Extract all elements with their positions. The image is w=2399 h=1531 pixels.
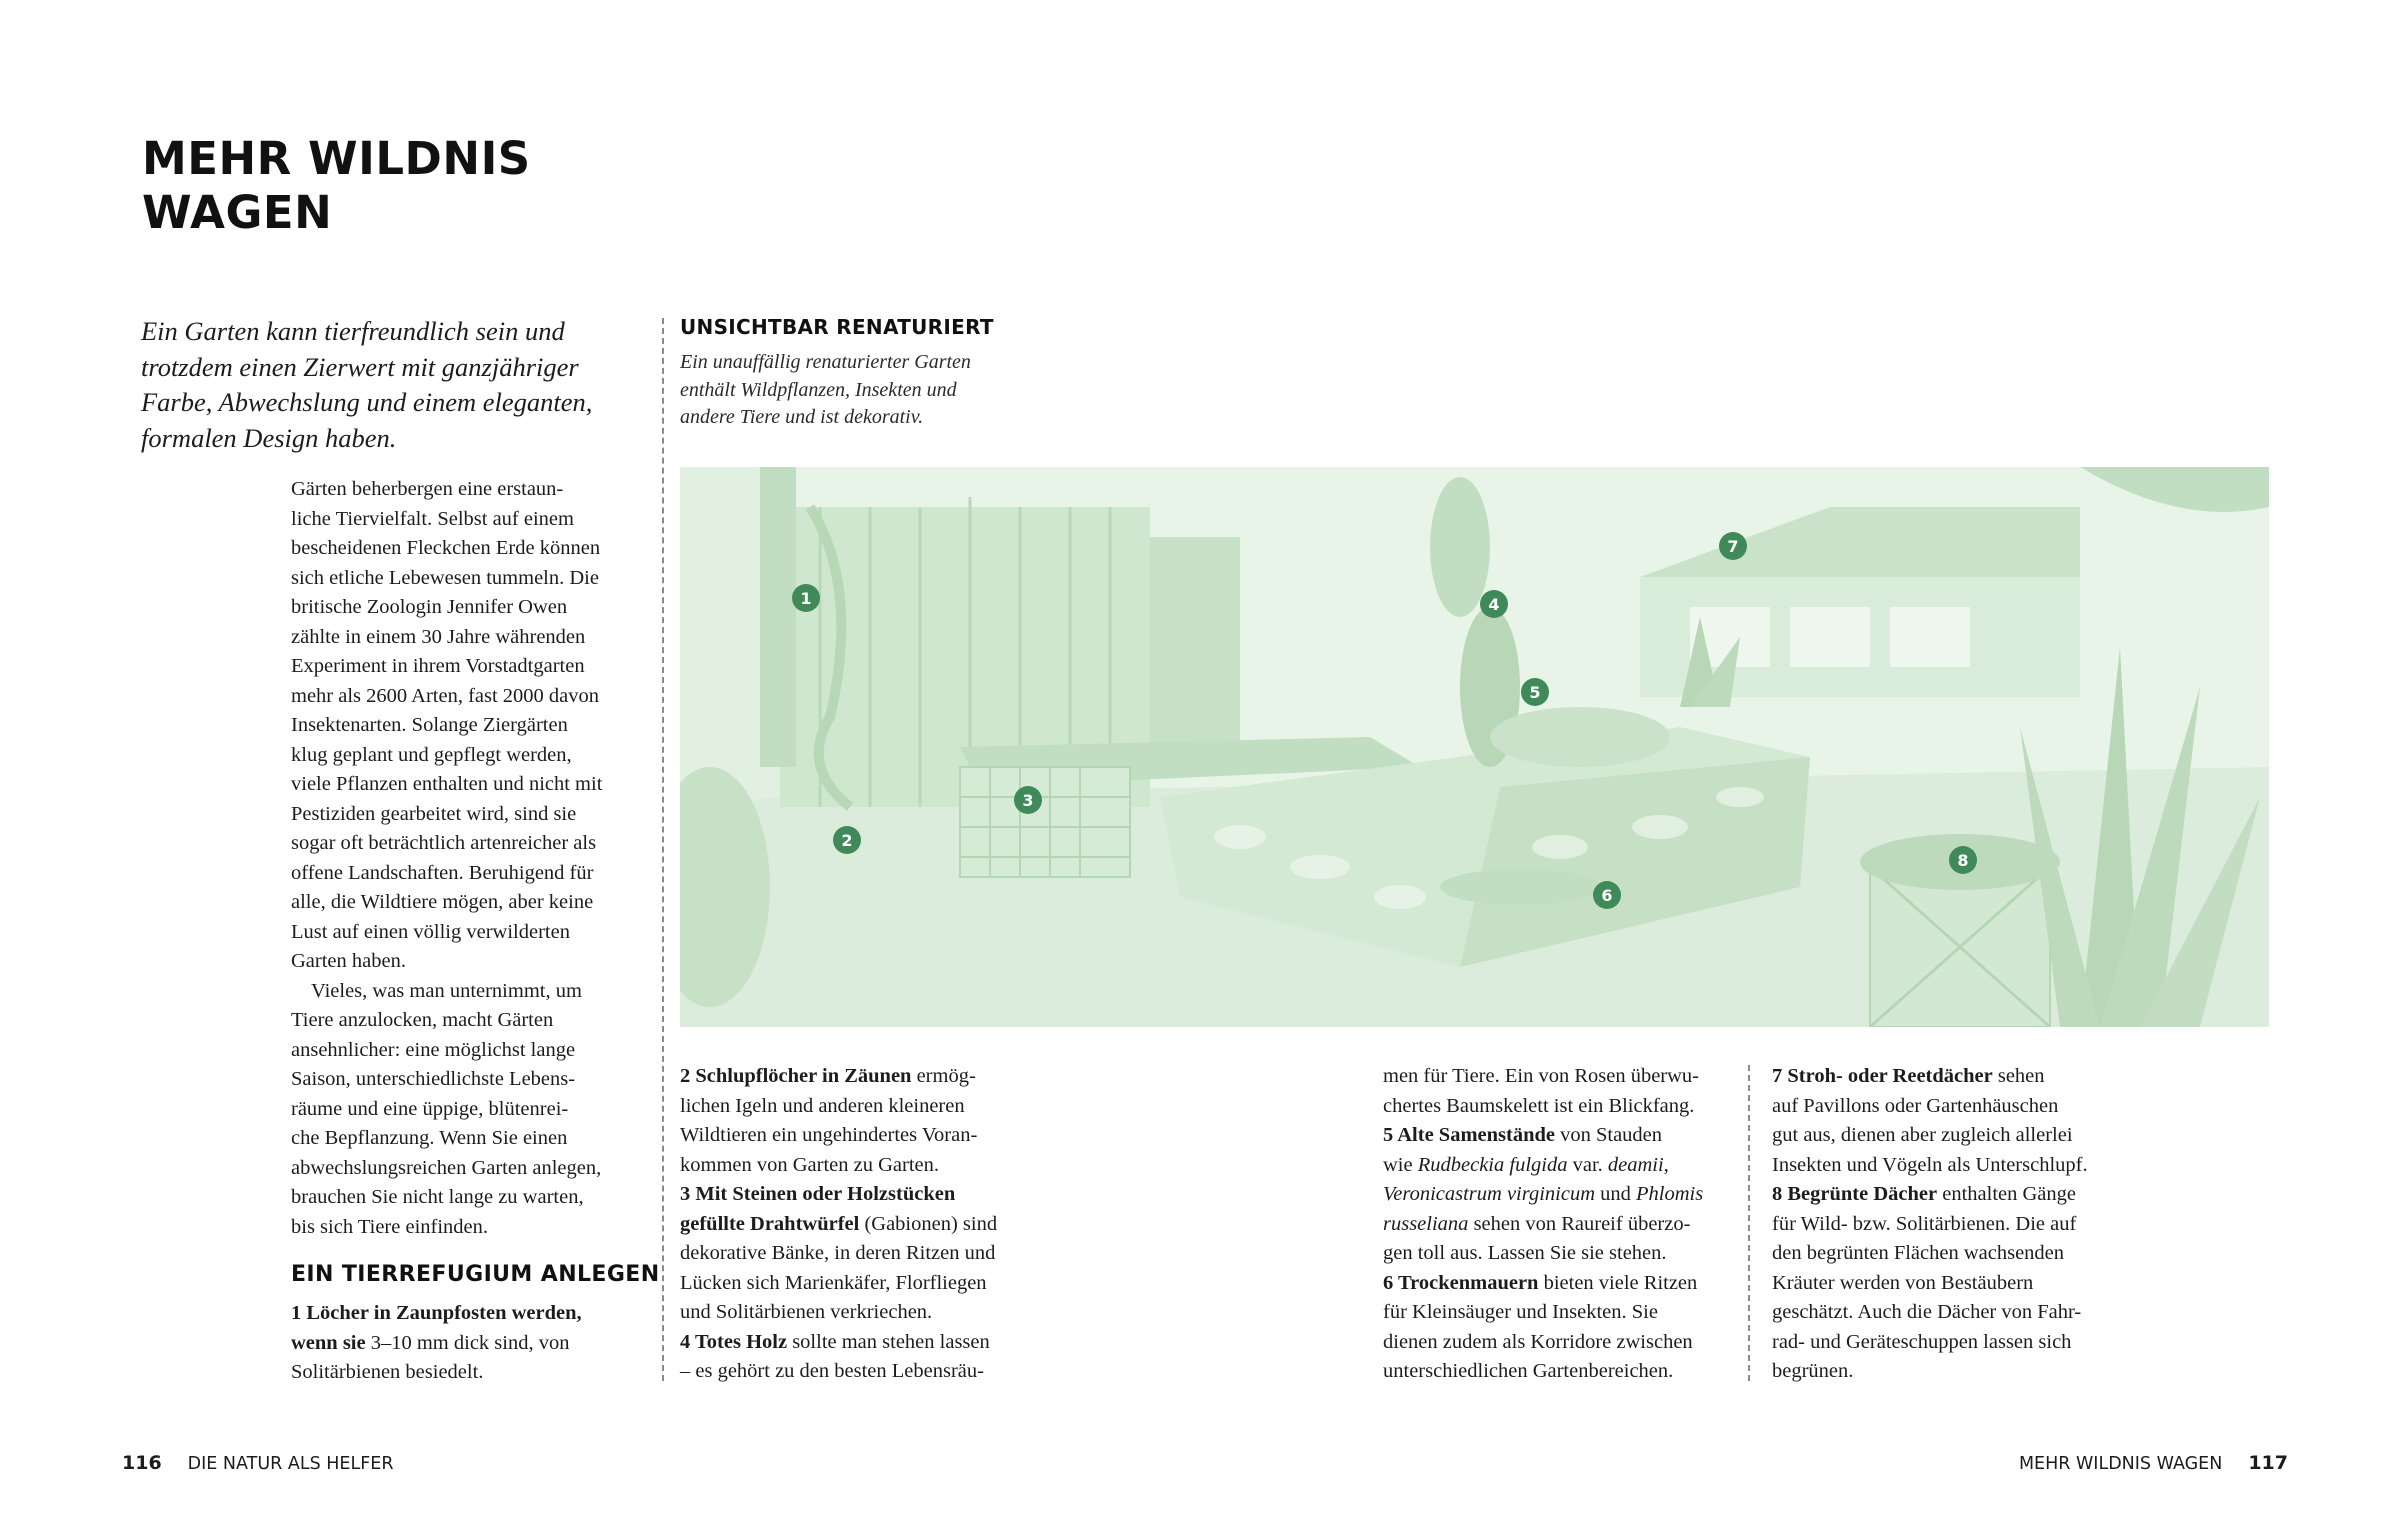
body-line: abwechslungsreichen Garten anlegen, xyxy=(291,1156,602,1179)
refuge-bold: wenn sie xyxy=(291,1331,366,1354)
text-line: unterschiedlichen Gartenbereichen. xyxy=(1383,1360,1674,1382)
marker-1 xyxy=(792,584,820,612)
body-line: sogar oft beträchtlich artenreicher als xyxy=(291,832,597,854)
text-line xyxy=(1383,1121,1753,1151)
item-4-heading: 4 Totes Holz xyxy=(680,1330,788,1353)
text-run: (Gabionen) sind xyxy=(859,1212,998,1235)
text-run: von Stauden xyxy=(1554,1124,1663,1146)
text-line: auf Pavillons oder Gartenhäuschen xyxy=(1772,1094,2059,1117)
text-line: rad- und Geräteschuppen lassen sich xyxy=(1772,1330,2072,1353)
text-line xyxy=(1383,1151,1753,1181)
body-line: zählte in einem 30 Jahre währenden xyxy=(291,625,586,648)
item-8-heading: 8 Begrünte Dächer xyxy=(1772,1183,1938,1205)
text-line xyxy=(1383,1180,1753,1210)
body-line: klug geplant und gepflegt werden, xyxy=(291,743,572,766)
body-line: brauchen Sie nicht lange zu warten, xyxy=(291,1186,584,1208)
item-3-heading: gefüllte Drahtwürfel xyxy=(680,1212,860,1235)
intro-line: Farbe, Abwechslung und einem eleganten, xyxy=(141,387,593,417)
garden-illustration xyxy=(680,467,2269,1027)
intro-text xyxy=(141,314,641,456)
refuge-line: Solitärbienen besiedelt. xyxy=(291,1361,484,1383)
species-name: Veronicastrum virginicum xyxy=(1383,1183,1595,1205)
text-line xyxy=(680,1180,1060,1210)
species-name: Phlomis xyxy=(1636,1183,1704,1205)
running-head: MEHR WILDNIS WAGEN xyxy=(2018,1454,2223,1474)
text-run: und xyxy=(1595,1183,1636,1205)
body-line: ansehnlicher: eine möglichst lange xyxy=(291,1038,576,1061)
text-run: sollte man stehen lassen xyxy=(787,1330,990,1353)
text-line: den begrünten Flächen wachsenden xyxy=(1772,1242,2065,1264)
footer-left xyxy=(122,1452,394,1474)
text-run: var. xyxy=(1567,1153,1608,1176)
text-line: lichen Igeln und anderen kleineren xyxy=(680,1094,965,1117)
footer-right xyxy=(2019,1452,2288,1474)
text-line: dienen zudem als Korridore zwischen xyxy=(1383,1330,1693,1353)
svg-text:2: 2 xyxy=(841,831,853,850)
item-5-heading: 5 Alte Samenstände xyxy=(1383,1124,1555,1146)
refuge-line xyxy=(291,1329,641,1359)
text-column-b xyxy=(1383,1062,1753,1387)
title-line: WAGEN xyxy=(142,186,333,239)
text-run: wie xyxy=(1383,1153,1418,1176)
text-run: ermög- xyxy=(911,1065,976,1087)
refuge-text xyxy=(291,1299,641,1388)
title-line: MEHR WILDNIS xyxy=(142,132,531,185)
item-7-heading: 7 Stroh- oder Reetdächer xyxy=(1772,1065,1993,1087)
refuge-bold: 1 Löcher in Zaunpfosten werden, xyxy=(291,1302,582,1324)
svg-text:7: 7 xyxy=(1727,537,1739,556)
text-line: für Wild- bzw. Solitärbienen. Die auf xyxy=(1772,1212,2077,1235)
svg-text:5: 5 xyxy=(1529,683,1541,702)
text-line: men für Tiere. Ein von Rosen überwu- xyxy=(1383,1065,1699,1087)
page-number: 117 xyxy=(2248,1452,2288,1474)
svg-text:3: 3 xyxy=(1022,791,1034,810)
text-line: Wildtieren ein ungehindertes Voran- xyxy=(680,1124,978,1146)
column-divider xyxy=(662,318,664,1381)
caption-line: Ein unauffällig renaturierter Garten xyxy=(680,351,971,373)
text-line: für Kleinsäuger und Insekten. Sie xyxy=(1383,1301,1658,1323)
section-heading: EIN TIERREFUGIUM ANLEGEN xyxy=(291,1262,660,1287)
text-line: und Solitärbienen verkriechen. xyxy=(680,1301,933,1323)
body-line: räume und eine üppige, blütenrei- xyxy=(291,1097,569,1120)
text-run: bieten viele Ritzen xyxy=(1538,1271,1698,1294)
body-line: liche Tiervielfalt. Selbst auf einem xyxy=(291,507,574,530)
body-line: Tiere anzulocken, macht Gärten xyxy=(291,1009,554,1031)
body-line: Garten haben. xyxy=(291,950,406,972)
body-text-column xyxy=(291,475,641,1242)
item-2-heading: 2 Schlupflöcher in Zäunen xyxy=(680,1065,912,1087)
body-line: Pestiziden gearbeitet wird, sind sie xyxy=(291,802,577,825)
body-line: Saison, unterschiedlichste Lebens- xyxy=(291,1068,576,1090)
svg-text:4: 4 xyxy=(1488,595,1500,614)
body-paragraph-2 xyxy=(291,977,641,1243)
svg-text:8: 8 xyxy=(1957,851,1969,870)
marker-6 xyxy=(1593,881,1621,909)
caption-line: andere Tiere und ist dekorativ. xyxy=(680,406,924,428)
text-run: enthalten Gänge xyxy=(1937,1183,2076,1205)
text-line: – es gehört zu den besten Lebensräu- xyxy=(680,1360,984,1382)
text-line xyxy=(1772,1180,2142,1210)
text-column-c xyxy=(1772,1062,2142,1387)
text-line: dekorative Bänke, in deren Ritzen und xyxy=(680,1242,996,1264)
marker-4 xyxy=(1480,590,1508,618)
body-line: Insektenarten. Solange Ziergärten xyxy=(291,714,568,736)
refuge-line xyxy=(291,1299,641,1329)
text-line xyxy=(1772,1062,2142,1092)
species-name: russeliana xyxy=(1383,1212,1469,1235)
text-line: geschätzt. Auch die Dächer von Fahr- xyxy=(1772,1301,2082,1323)
text-line: Kräuter werden von Bestäubern xyxy=(1772,1271,2034,1294)
body-line: sich etliche Lebewesen tummeln. Die xyxy=(291,566,599,589)
page-title xyxy=(142,132,531,240)
text-line: chertes Baumskelett ist ein Blickfang. xyxy=(1383,1094,1695,1117)
species-name: Rudbeckia fulgida xyxy=(1417,1153,1568,1176)
text-line xyxy=(1383,1210,1753,1240)
text-line: Insekten und Vögeln als Unterschlupf. xyxy=(1772,1153,2088,1176)
text-line: begrünen. xyxy=(1772,1360,1854,1382)
figure-caption xyxy=(680,349,1060,432)
text-line xyxy=(680,1062,1060,1092)
marker-3 xyxy=(1014,786,1042,814)
text-line xyxy=(680,1210,1060,1240)
body-line: Vieles, was man unternimmt, um xyxy=(311,979,582,1002)
svg-text:1: 1 xyxy=(800,589,812,608)
marker-8 xyxy=(1949,846,1977,874)
intro-line: trotzdem einen Zierwert mit ganzjähriger xyxy=(141,351,579,382)
running-head: DIE NATUR ALS HELFER xyxy=(187,1454,394,1474)
figure-heading: UNSICHTBAR RENATURIERT xyxy=(680,315,994,339)
text-run: sehen xyxy=(1992,1065,2045,1087)
item-6-heading: 6 Trockenmauern xyxy=(1383,1271,1539,1294)
body-line: britische Zoologin Jennifer Owen xyxy=(291,596,568,618)
marker-5 xyxy=(1521,678,1549,706)
body-line: che Bepflanzung. Wenn Sie einen xyxy=(291,1127,568,1149)
text-line: Lücken sich Marienkäfer, Florfliegen xyxy=(680,1271,987,1294)
body-line: bescheidenen Fleckchen Erde können xyxy=(291,537,601,559)
marker-2 xyxy=(833,826,861,854)
body-line: viele Pflanzen enthalten und nicht mit xyxy=(291,773,603,795)
species-name: deamii, xyxy=(1607,1153,1669,1176)
text-line xyxy=(1383,1269,1753,1299)
text-run: sehen von Raureif überzo- xyxy=(1468,1212,1691,1235)
body-paragraph-1 xyxy=(291,475,641,977)
body-line: offene Landschaften. Beruhigend für xyxy=(291,861,594,884)
body-line: Experiment in ihrem Vorstadtgarten xyxy=(291,655,585,677)
intro-line: formalen Design haben. xyxy=(141,422,397,453)
body-line: Gärten beherbergen eine erstaun- xyxy=(291,478,564,500)
text-line: gut aus, dienen aber zugleich allerlei xyxy=(1772,1124,2073,1146)
body-line: alle, die Wildtiere mögen, aber keine xyxy=(291,891,594,913)
marker-7 xyxy=(1719,532,1747,560)
svg-text:6: 6 xyxy=(1601,886,1613,905)
text-column-a xyxy=(680,1062,1060,1387)
text-line: kommen von Garten zu Garten. xyxy=(680,1153,940,1176)
body-line: bis sich Tiere einfinden. xyxy=(291,1215,489,1238)
page-number: 116 xyxy=(122,1452,162,1474)
text-line xyxy=(680,1328,1060,1358)
caption-line: enthält Wildpflanzen, Insekten und xyxy=(680,378,957,401)
item-3-heading: 3 Mit Steinen oder Holzstücken xyxy=(680,1183,956,1205)
intro-line: Ein Garten kann tierfreundlich sein und xyxy=(141,316,565,346)
text-line: gen toll aus. Lassen Sie sie stehen. xyxy=(1383,1242,1667,1264)
body-line: Lust auf einen völlig verwilderten xyxy=(291,920,570,943)
body-line: mehr als 2600 Arten, fast 2000 davon xyxy=(291,684,600,707)
refuge-text-run: 3–10 mm dick sind, von xyxy=(365,1331,570,1354)
